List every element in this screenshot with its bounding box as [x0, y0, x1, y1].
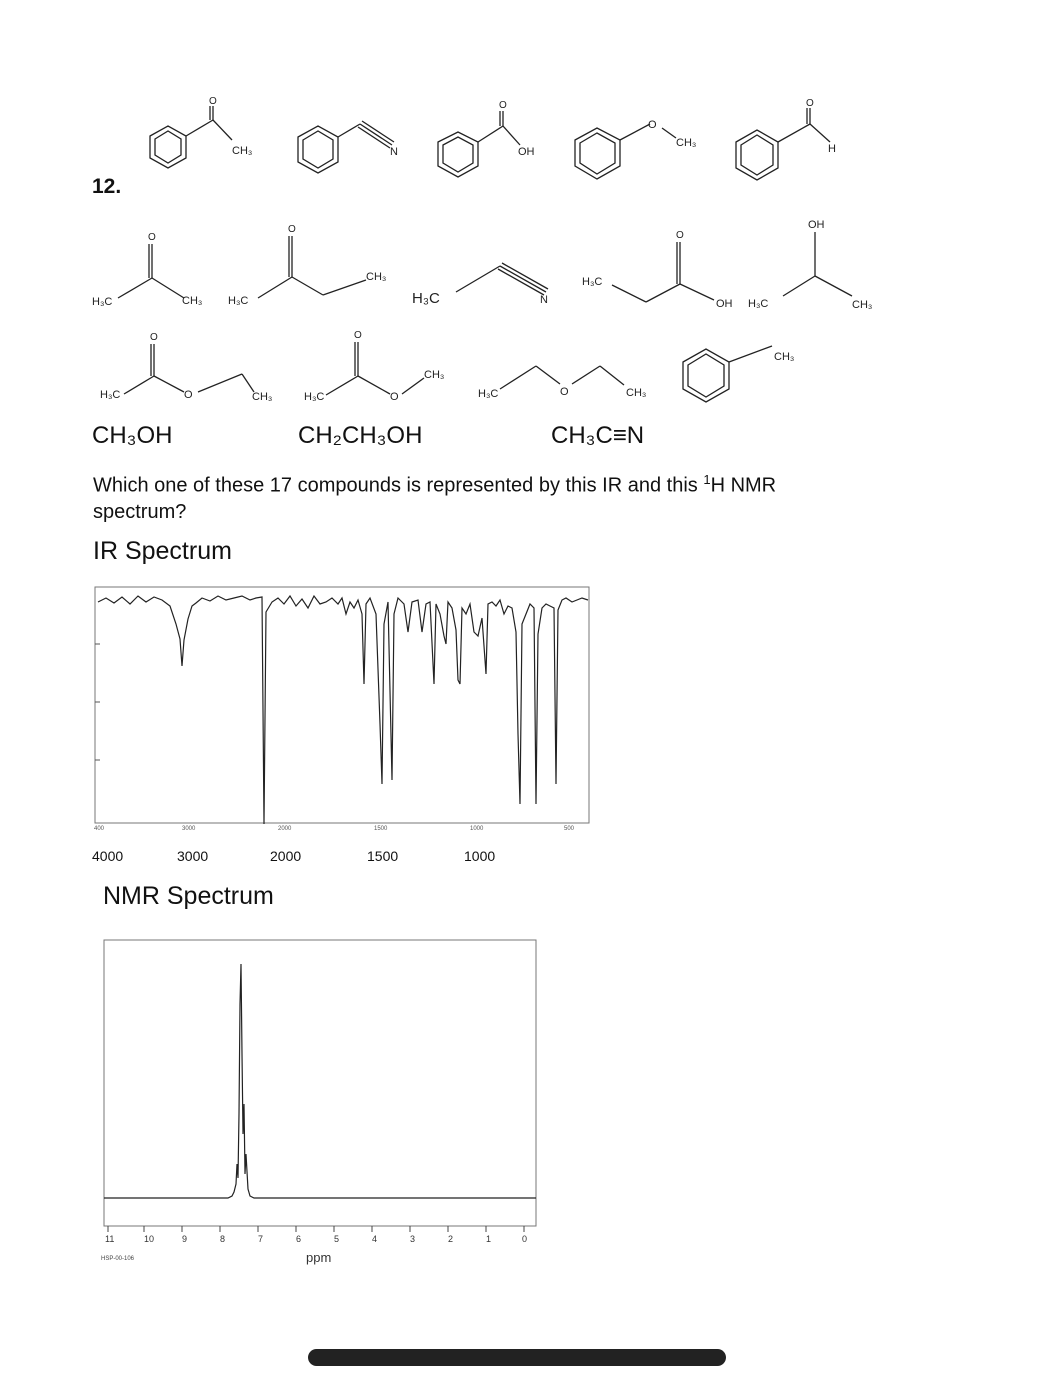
svg-text:CH₃: CH₃: [626, 387, 647, 399]
ir-title: IR Spectrum: [93, 537, 232, 565]
formula-ethanol: CH₂CH₃OH: [298, 422, 423, 449]
label-ch3: CH₃: [232, 145, 253, 157]
svg-text:O: O: [499, 100, 507, 111]
svg-text:O: O: [560, 386, 569, 398]
svg-text:CH₃: CH₃: [366, 271, 387, 283]
svg-text:O: O: [390, 391, 399, 403]
ir-axis-tick: 3000: [177, 848, 209, 864]
svg-text:O: O: [648, 119, 657, 131]
ir-small-tick: 500: [564, 826, 575, 832]
svg-text:O: O: [150, 332, 158, 343]
svg-text:H₃C: H₃C: [100, 389, 121, 401]
svg-text:H₃C: H₃C: [304, 391, 325, 403]
ir-axis-tick: 1500: [367, 848, 399, 864]
prompt-part-2: H NMR spectrum?: [93, 474, 777, 523]
ir-axis-tick: 1000: [464, 848, 496, 864]
svg-text:OH: OH: [716, 298, 733, 310]
svg-text:O: O: [184, 389, 193, 401]
nmr-title: NMR Spectrum: [103, 882, 274, 910]
nmr-axis-unit: ppm: [306, 1250, 332, 1265]
svg-text:H₃C: H₃C: [748, 298, 769, 310]
svg-text:N: N: [390, 146, 398, 158]
ir-axis-tick: 4000: [92, 848, 124, 864]
svg-text:O: O: [288, 224, 296, 235]
svg-text:CH₃: CH₃: [852, 299, 873, 311]
formula-methanol: CH₃OH: [92, 422, 173, 449]
nmr-spectrum-plot: [98, 934, 542, 1244]
ir-axis-tick: 2000: [270, 848, 302, 864]
ir-small-tick: 2000: [278, 826, 292, 832]
svg-text:O: O: [148, 232, 156, 243]
ir-small-tick: 3000: [182, 826, 196, 832]
compound-structures: [0, 0, 1048, 420]
svg-text:H₃C: H₃C: [412, 290, 440, 307]
nmr-axis-tick: 3: [410, 1234, 416, 1244]
svg-text:CH₃: CH₃: [182, 295, 203, 307]
svg-text:O: O: [354, 330, 362, 341]
nmr-axis-tick: 2: [448, 1234, 454, 1244]
svg-text:OH: OH: [808, 219, 825, 231]
svg-text:H₃C: H₃C: [478, 388, 499, 400]
nmr-axis-tick: 10: [144, 1234, 155, 1244]
formula-acetonitrile: CH₃C≡N: [551, 422, 645, 449]
svg-text:CH₃: CH₃: [424, 369, 445, 381]
svg-text:H: H: [828, 143, 836, 155]
svg-text:H₃C: H₃C: [92, 296, 113, 308]
svg-text:OH: OH: [518, 146, 535, 158]
nmr-axis-tick: 5: [334, 1234, 340, 1244]
ir-spectrum-plot: [92, 584, 592, 834]
question-number: 12.: [92, 175, 122, 198]
home-indicator[interactable]: [308, 1349, 726, 1366]
nmr-axis-tick: 8: [220, 1234, 226, 1244]
nmr-axis-tick: 9: [182, 1234, 188, 1244]
ir-small-tick: 400: [94, 826, 105, 832]
svg-text:O: O: [676, 230, 684, 241]
nmr-axis-tick: 7: [258, 1234, 264, 1244]
nmr-axis-tick: 4: [372, 1234, 378, 1244]
svg-text:CH₃: CH₃: [676, 137, 697, 149]
prompt-sup: 1: [703, 472, 711, 487]
prompt-part-1: Which one of these 17 compounds is represented by this IR and this: [93, 474, 704, 497]
nmr-axis-tick: 0: [522, 1234, 528, 1244]
svg-text:N: N: [540, 294, 548, 306]
svg-text:O: O: [806, 98, 814, 109]
svg-text:CH₃: CH₃: [774, 351, 795, 363]
nmr-axis-tick: 11: [105, 1234, 115, 1244]
svg-text:H₃C: H₃C: [228, 295, 249, 307]
svg-text:H₃C: H₃C: [582, 276, 603, 288]
nmr-axis-tick: 1: [486, 1234, 492, 1244]
svg-text:O: O: [209, 96, 217, 107]
ir-small-tick: 1500: [374, 826, 388, 832]
ir-small-tick: 1000: [470, 826, 484, 832]
nmr-source-code: HSP-00-106: [101, 1256, 135, 1262]
svg-text:CH₃: CH₃: [252, 391, 273, 403]
nmr-axis-tick: 6: [296, 1234, 302, 1244]
question-prompt: [93, 467, 873, 525]
